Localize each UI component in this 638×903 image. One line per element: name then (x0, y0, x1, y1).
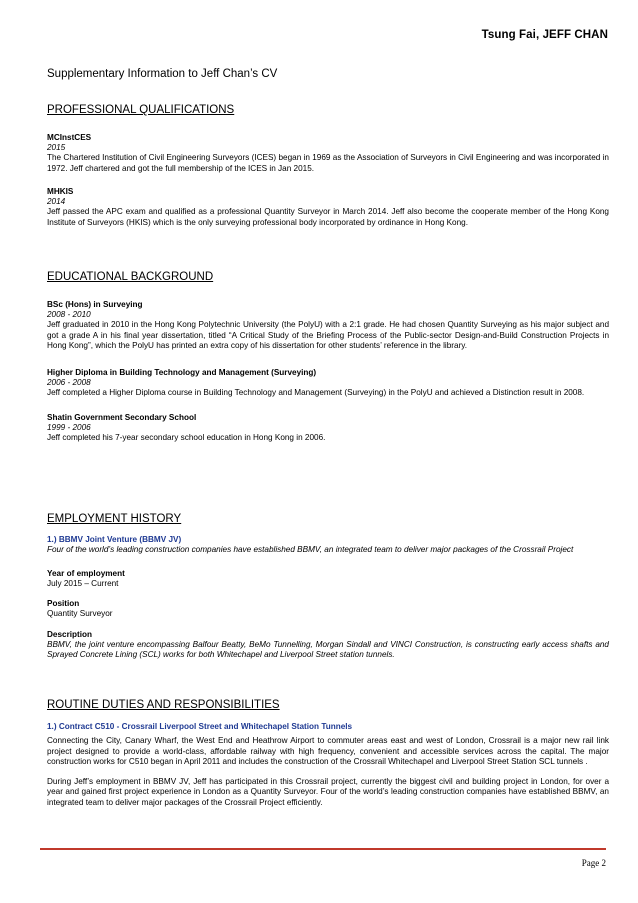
section-heading-education: EDUCATIONAL BACKGROUND (47, 271, 214, 283)
education-entry (47, 368, 609, 399)
entry-body: Jeff graduated in 2010 in the Hong Kong Polytechnic University (the PolyU) with a 2:1 grade. He had chosen Quantity Surveying as his major subject and got a grade A in his final year dissertation, titled “A Critical Study of the Briefing Process of the Public-sector Design-and-Build Construction Projects in Hong Kong”, which the PolyU has printed an extra copy of his dissertation for other students’ reference in the library. (47, 320, 609, 350)
employment-entry (47, 535, 609, 661)
section-employment (47, 513, 609, 661)
year-value: July 2015 – Current (47, 578, 119, 588)
entry-date: 2014 (47, 197, 66, 206)
routine-paragraph: During Jeff’s employment in BBMV JV, Jeff has participated in this Crossrail project, currently the biggest civil and building project in London, for over a year and gained first project experience in London as a Quantity Surveyor. Four of the world’s leading construction companies have established BBMV, an integrated team to deliver major packages of the Crossrail Project efficiently. (47, 776, 609, 807)
page-number: Page 2 (581, 858, 606, 868)
position-value: Quantity Surveyor (47, 609, 113, 618)
section-heading-qualifications: PROFESSIONAL QUALIFICATIONS (47, 104, 235, 116)
section-heading-employment: EMPLOYMENT HISTORY (47, 513, 182, 525)
year-label: Year of employment (47, 568, 125, 578)
section-routine (47, 699, 609, 808)
routine-paragraph: Connecting the City, Canary Wharf, the West End and Heathrow Airport to commuter areas east and west of London, Crossrail is a major new rail link project designed to provide a world-class, affordable railway with high frequency, convenient and accessible services across the capital. The major construction works for C510 began in April 2011 and includes the construction of the Crossrail Whitechapel and Liverpool Street Station SCL tunnels . (47, 736, 609, 766)
entry-title: MCInstCES (47, 133, 92, 142)
entry-title: Shatin Government Secondary School (47, 413, 197, 422)
education-entry (47, 300, 609, 352)
entry-body: The Chartered Institution of Civil Engineering Surveyors (ICES) began in 1969 as the Association of Surveyors in Civil Engineering and was incorporated in 1972. Jeff chartered and got the full membership of the ICES in Jan 2015. (47, 153, 609, 173)
entry-date: 2015 (47, 143, 66, 152)
company-description: Four of the world’s leading construction companies have established BBMV, an integrated team to deliver major packages of the Crossrail Project (47, 545, 574, 554)
entry-title: BSc (Hons) in Surveying (47, 300, 143, 309)
section-education (47, 271, 609, 444)
section-qualifications (47, 104, 609, 228)
entry-date: 2006 - 2008 (47, 377, 91, 387)
entry-title: MHKIS (47, 187, 74, 196)
document-title: Supplementary Information to Jeff Chan’s CV (47, 68, 278, 80)
entry-title: Higher Diploma in Building Technology and Management (Surveying) (47, 367, 317, 377)
education-entry (47, 413, 609, 444)
entry-body: Jeff passed the APC exam and qualified as a professional Quantity Surveyor in March 2014. Jeff also become the cooperate member of the Hong Kong Institute of Surveyors (HKIS) which is the only surveying professional body incorporated by ordinance in Hong Kong. (47, 207, 609, 227)
qualification-entry (47, 187, 609, 228)
contract-title: 1.) Contract C510 - Crossrail Liverpool Street and Whitechapel Station Tunnels (47, 722, 353, 731)
description-label: Description (47, 629, 93, 639)
qualification-entry (47, 133, 609, 174)
entry-body: Jeff completed his 7-year secondary school education in Hong Kong in 2006. (47, 433, 326, 442)
entry-date: 2008 - 2010 (47, 310, 91, 319)
entry-body: Jeff completed a Higher Diploma course in Building Technology and Management (Surveying) in the PolyU and achieved a Distinction result in 2008. (47, 387, 585, 397)
entry-date: 1999 - 2006 (47, 423, 91, 432)
footer-divider (40, 848, 606, 850)
section-heading-routine: ROUTINE DUTIES AND RESPONSIBILITIES (47, 699, 280, 711)
header-name: Tsung Fai, JEFF CHAN (481, 29, 608, 41)
company-title: 1.) BBMV Joint Venture (BBMV JV) (47, 535, 182, 544)
description-value: BBMV, the joint venture encompassing Balfour Beatty, BeMo Tunnelling, Morgan Sindall and VINCI Construction, is constructing early access shafts and Sprayed Concrete Lining (SCL) works for both Whitechapel and Liverpool Street station tunnels. (47, 639, 609, 659)
position-label: Position (47, 599, 80, 608)
